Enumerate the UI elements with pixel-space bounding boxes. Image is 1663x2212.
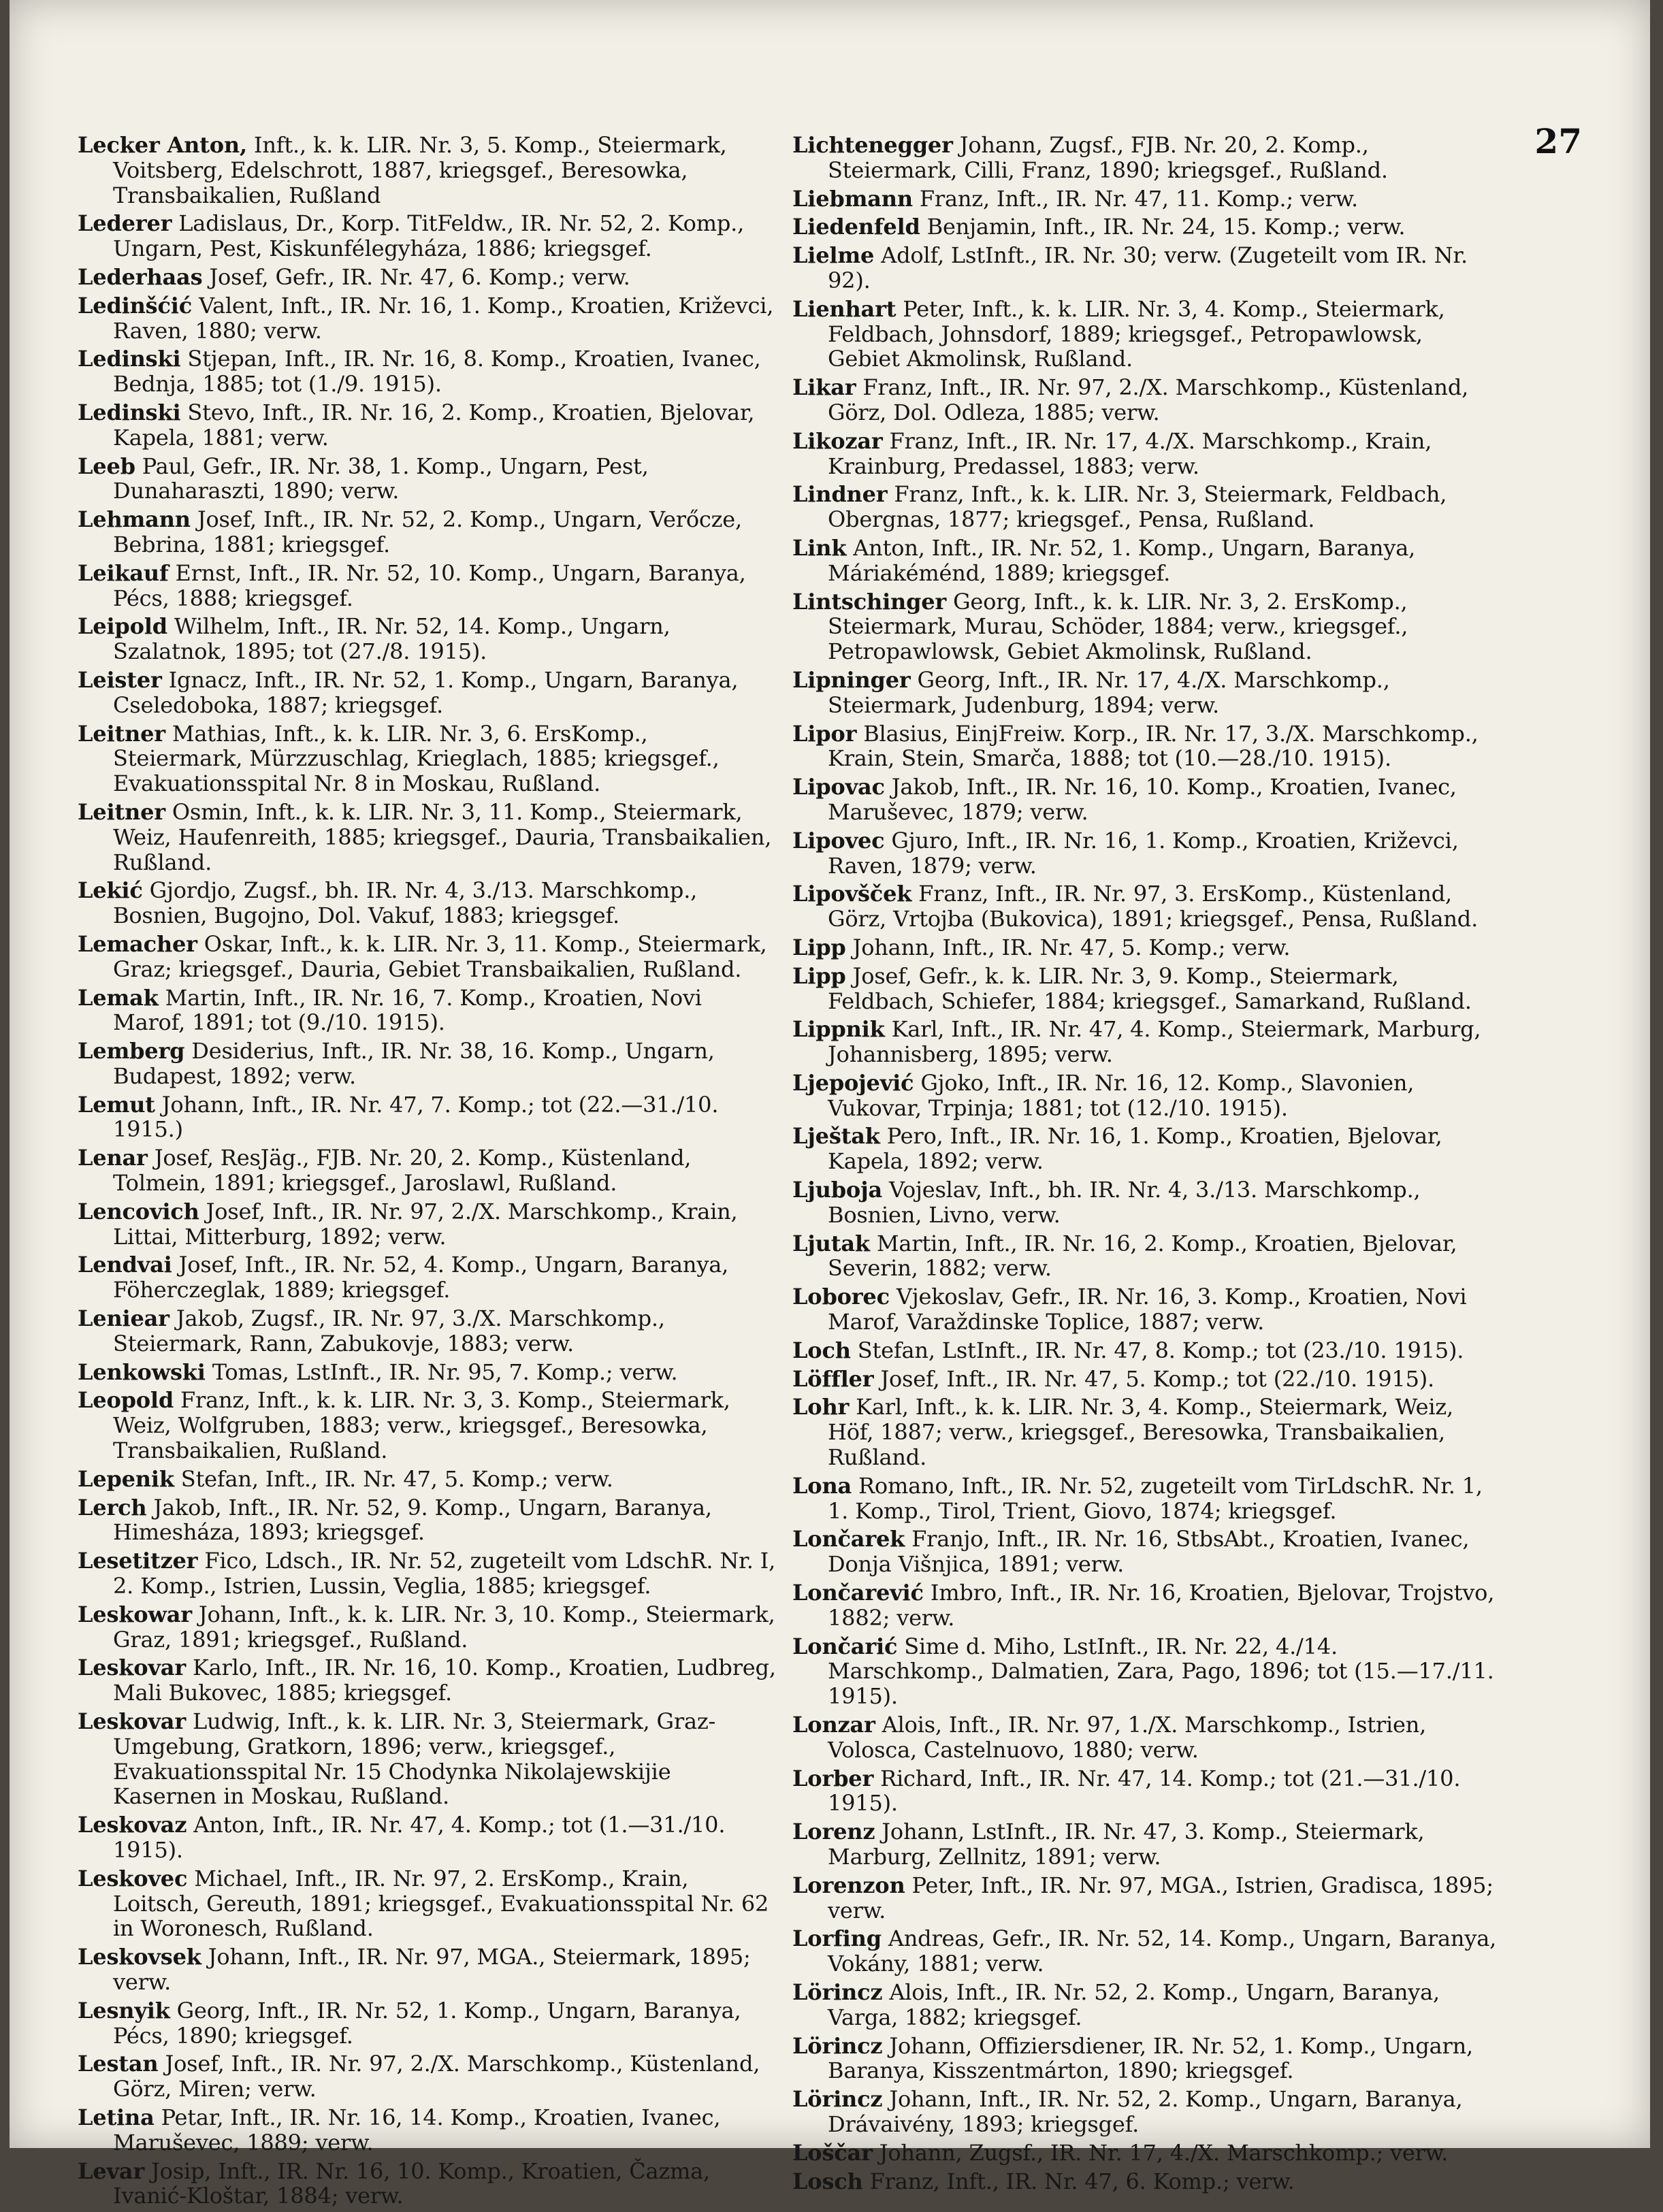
entry-surname: Lörincz [792,2086,883,2113]
entry-details: Tomas, LstInft., IR. Nr. 95, 7. Komp.; verw. [205,1359,678,1385]
entry-details: Josef, Gefr., IR. Nr. 47, 6. Komp.; verw. [202,263,630,290]
entry-details: Richard, Inft., IR. Nr. 47, 14. Komp.; tot (21.—31./10. 1915). [828,1765,1461,1817]
entry-details: Georg, Inft., IR. Nr. 52, 1. Komp., Ungarn, Baranya, Pécs, 1890; kriegsgef. [113,1997,741,2049]
entry-details: Petar, Inft., IR. Nr. 16, 14. Komp., Kroatien, Ivanec, Maruševec, 1889; verw. [113,2104,721,2156]
entry-surname: Lorber [792,1765,874,1791]
entry-details: Michael, Inft., IR. Nr. 97, 2. ErsKomp., Krain, Loitsch, Gereuth, 1891; kriegsgef., Evakuationsspital Nr. 62 in Woronesch, Rußland. [113,1865,769,1942]
list-entry [78,986,779,1036]
list-entry [792,1980,1500,2030]
list-entry [792,775,1500,825]
page-number: 27 [1534,121,1582,161]
entry-surname: Likozar [792,427,883,454]
list-entry [78,211,779,261]
list-entry [78,454,779,504]
list-entry [78,1039,779,1089]
entry-details: Benjamin, Inft., IR. Nr. 24, 15. Komp.; verw. [920,214,1406,240]
list-entry [792,1367,1500,1392]
entry-surname: Letina [78,2104,155,2130]
entry-surname: Lendvai [78,1252,172,1278]
entry-details: Johann, Inft., IR. Nr. 47, 5. Komp.; verw. [845,934,1291,960]
list-entry [78,668,779,718]
list-entry [78,400,779,451]
entry-details: Romano, Inft., IR. Nr. 52, zugeteilt vom TirLdschR. Nr. 1, 1. Komp., Tirol, Trient, Giovo, 1874; kriegsgef. [828,1472,1483,1524]
entry-surname: Loch [792,1337,851,1363]
entry-details: Mathias, Inft., k. k. LIR. Nr. 3, 6. ErsKomp., Steiermark, Mürzzuschlag, Krieglach, 1885; kriegsgef., Evakuationsspital Nr. 8 in Moskau, Rußland. [113,720,720,797]
list-entry [792,1580,1500,1631]
entry-surname: Leniear [78,1305,169,1332]
list-entry [792,1527,1500,1577]
entry-surname: Leeb [78,453,135,479]
entry-details: Osmin, Inft., k. k. LIR. Nr. 3, 11. Komp., Steiermark, Weiz, Haufenreith, 1885; kriegsgef., Dauria, Transbaikalien, Rußland. [113,798,772,875]
entry-details: Martin, Inft., IR. Nr. 16, 7. Komp., Kroatien, Novi Marof, 1891; tot (9./10. 1915). [113,984,702,1036]
list-entry [78,1467,779,1492]
entry-surname: Lindner [792,481,888,508]
list-entry [792,881,1500,932]
entry-details: Johann, Inft., IR. Nr. 97, MGA., Steiermark, 1895; verw. [113,1944,751,1995]
list-entry [78,561,779,611]
entry-details: Anton, Inft., IR. Nr. 47, 4. Komp.; tot (1.—31./10. 1915). [113,1812,726,1863]
entry-details: Johann, Inft., IR. Nr. 47, 7. Komp.; tot (22.—31./10. 1915.) [113,1091,719,1143]
entry-details: Blasius, EinjFreiw. Korp., IR. Nr. 17, 3./X. Marschkomp., Krain, Stein, Smarča, 1888; tot (10.—28./10. 1915). [828,720,1479,772]
entry-surname: Lončarić [792,1633,898,1659]
entry-surname: Lenkowski [78,1359,206,1385]
entry-surname: Ledinšćić [78,292,192,319]
entry-surname: Ledinski [78,399,181,425]
entry-details: Josef, Gefr., k. k. LIR. Nr. 3, 9. Komp., Steiermark, Feldbach, Schiefer, 1884; kriegsgef., Samarkand, Rußland. [828,962,1472,1014]
entry-surname: Liedenfeld [792,214,920,240]
entry-details: Ernst, Inft., IR. Nr. 52, 10. Komp., Ungarn, Baranya, Pécs, 1888; kriegsgef. [113,559,746,611]
entry-details: Stevo, Inft., IR. Nr. 16, 2. Komp., Kroatien, Bjelovar, Kapela, 1881; verw. [113,399,755,451]
list-entry [78,1548,779,1599]
entry-surname: Lipninger [792,666,911,693]
list-entry [78,1709,779,1809]
list-entry [78,2159,779,2209]
entry-surname: Ledinski [78,346,181,372]
entry-details: Stjepan, Inft., IR. Nr. 16, 8. Komp., Kroatien, Ivanec, Bednja, 1885; tot (1./9. 1915). [113,346,761,397]
entry-details: Alois, Inft., IR. Nr. 97, 1./X. Marschkomp., Istrien, Volosca, Castelnuovo, 1880; verw. [828,1712,1427,1763]
entry-details: Stefan, Inft., IR. Nr. 47, 5. Komp.; verw. [174,1465,613,1492]
list-entry [78,1945,779,1995]
list-entry [792,1634,1500,1709]
entry-details: Johann, Inft., k. k. LIR. Nr. 3, 10. Komp., Steiermark, Graz, 1891; kriegsgef., Rußland. [113,1601,775,1653]
entry-details: Valent, Inft., IR. Nr. 16, 1. Komp., Kroatien, Križevci, Raven, 1880; verw. [113,292,774,344]
list-entry [792,1819,1500,1870]
entry-surname: Lipor [792,720,857,747]
list-entry [792,1231,1500,1282]
entry-surname: Likar [792,374,856,401]
list-entry [792,721,1500,772]
entry-details: Desiderius, Inft., IR. Nr. 38, 16. Komp., Ungarn, Budapest, 1892; verw. [113,1038,715,1089]
right-column [792,133,1500,2197]
entry-details: Alois, Inft., IR. Nr. 52, 2. Komp., Ungarn, Baranya, Varga, 1882; kriegsgef. [828,1979,1440,2030]
list-entry [792,668,1500,718]
list-entry [792,2169,1500,2194]
entry-details: Peter, Inft., IR. Nr. 97, MGA., Istrien, Gradisca, 1895; verw. [828,1872,1494,1923]
entry-surname: Lorenzon [792,1872,905,1898]
entry-details: Josef, Inft., IR. Nr. 52, 4. Komp., Ungarn, Baranya, Föherczeglak, 1889; kriegsgef. [113,1252,729,1303]
entry-details: Georg, Inft., k. k. LIR. Nr. 3, 2. ErsKomp., Steiermark, Murau, Schöder, 1884; verw., kriegsgef., Petropawlowsk, Gebiet Akmolinsk, Rußland. [828,588,1408,665]
list-entry [792,1873,1500,1923]
entry-surname: Leskowar [78,1601,192,1627]
entry-surname: Leskovec [78,1865,188,1891]
entry-surname: Lepenik [78,1465,174,1492]
entry-details: Inft., k. k. LIR. Nr. 3, 5. Komp., Steiermark, Voitsberg, Edelschrott, 1887, kriegsgef., Beresowka, Transbaikalien, Rußland [113,132,727,208]
entry-surname: Lederer [78,210,172,237]
list-entry [792,1926,1500,1977]
list-entry [78,346,779,397]
entry-surname: Lerch [78,1494,147,1520]
list-entry [78,721,779,796]
list-entry [792,133,1500,183]
entry-surname: Lencovich [78,1198,199,1224]
entry-details: Pero, Inft., IR. Nr. 16, 1. Komp., Kroatien, Bjelovar, Kapela, 1892; verw. [828,1123,1442,1175]
list-entry [78,800,779,875]
entry-surname: Lesnyik [78,1997,170,2023]
entry-surname: Lohr [792,1394,850,1420]
entry-details: Anton, Inft., IR. Nr. 52, 1. Komp., Ungarn, Baranya, Máriakéménd, 1889; kriegsgef. [828,534,1416,586]
entry-surname: Lemacher [78,930,197,957]
entry-surname: Lipp [792,962,846,989]
entry-surname: Ljepojević [792,1069,914,1096]
entry-details: Paul, Gefr., IR. Nr. 38, 1. Komp., Ungarn, Pest, Dunaharaszti, 1890; verw. [113,453,649,504]
list-entry [792,214,1500,240]
list-entry [78,1145,779,1196]
entry-details: Franz, Inft., k. k. LIR. Nr. 3, Steiermark, Feldbach, Obergnas, 1877; kriegsgef., Pensa, Rußland. [828,481,1447,533]
entry-surname: Lemak [78,984,159,1011]
entry-details: Josef, Inft., IR. Nr. 97, 2./X. Marschkomp., Küstenland, Görz, Miren; verw. [113,2051,760,2102]
list-entry [78,1998,779,2049]
list-entry [792,1284,1500,1335]
entry-surname: Lienhart [792,295,897,322]
entry-details: Franjo, Inft., IR. Nr. 16, StbsAbt., Kroatien, Ivanec, Donja Višnjica, 1891; verw. [828,1526,1470,1578]
entry-surname: Link [792,534,847,561]
entry-surname: Loščar [792,2139,873,2166]
entry-surname: Lekić [78,877,143,904]
list-entry [792,1474,1500,1524]
list-entry [792,243,1500,293]
entry-surname: Ljuboja [792,1177,882,1203]
entry-details: Peter, Inft., k. k. LIR. Nr. 3, 4. Komp., Steiermark, Feldbach, Johnsdorf, 1889; kriegsgef., Petropawlowsk, Gebiet Akmolinsk, Rußland. [828,295,1445,372]
entry-details: Johann, Zugsf., IR. Nr. 17, 4./X. Marschkomp.; verw. [872,2139,1449,2166]
entry-details: Andreas, Gefr., IR. Nr. 52, 14. Komp., Ungarn, Baranya, Vokány, 1881; verw. [828,1925,1497,1977]
entry-details: Ludwig, Inft., k. k. LIR. Nr. 3, Steiermark, Graz-Umgebung, Gratkorn, 1896; verw., kriegsgef., Evakuationsspital Nr. 15 Chodynka Nikolajewskijie Kasernen in Moskau, Rußland. [113,1708,716,1810]
entry-surname: Lörincz [792,1979,883,2005]
entry-surname: Lederhaas [78,263,203,290]
entry-surname: Lielme [792,242,875,269]
entry-surname: Leipold [78,613,167,640]
list-entry [792,429,1500,479]
entry-details: Josef, Inft., IR. Nr. 47, 5. Komp.; tot (22./10. 1915). [873,1365,1435,1392]
list-entry [792,828,1500,879]
entry-details: Josip, Inft., IR. Nr. 16, 10. Komp., Kroatien, Čazma, Ivanić-Kloštar, 1884; verw. [113,2158,711,2209]
entry-surname: Loborec [792,1284,890,1310]
list-entry [78,1495,779,1546]
entry-details: Franz, Inft., IR. Nr. 47, 6. Komp.; verw. [862,2168,1295,2194]
entry-details: Vojeslav, Inft., bh. IR. Nr. 4, 3./13. Marschkomp., Bosnien, Livno, verw. [828,1177,1421,1228]
entry-surname: Leister [78,666,162,693]
entry-details: Ladislaus, Dr., Korp. TitFeldw., IR. Nr. 52, 2. Komp., Ungarn, Pest, Kiskunfélegyháza, 1886; kriegsgef. [113,210,745,262]
entry-details: Josef, Inft., IR. Nr. 97, 2./X. Marschkomp., Krain, Littai, Mitterburg, 1892; verw. [113,1198,738,1250]
entry-surname: Leitner [78,798,165,825]
list-entry [78,1866,779,1941]
entry-surname: Lještak [792,1123,880,1150]
entry-details: Fico, Ldsch., IR. Nr. 52, zugeteilt vom LdschR. Nr. I, 2. Komp., Istrien, Lussin, Veglia, 1885; kriegsgef. [113,1548,776,1599]
entry-details: Jakob, Zugsf., IR. Nr. 97, 3./X. Marschkomp., Steiermark, Rann, Zabukovje, 1883; verw. [113,1305,665,1356]
list-entry [792,935,1500,960]
entry-surname: Lona [792,1472,852,1499]
entry-details: Franz, Inft., IR. Nr. 97, 3. ErsKomp., Küstenland, Görz, Vrtojba (Bukovica), 1891; kriegsgef., Pensa, Rußland. [828,881,1479,932]
entry-surname: Lonzar [792,1712,875,1738]
list-entry [78,293,779,344]
entry-details: Ignacz, Inft., IR. Nr. 52, 1. Komp., Ungarn, Baranya, Cseledoboka, 1887; kriegsgef. [113,666,739,718]
entry-surname: Lippnik [792,1016,885,1043]
list-entry [78,507,779,557]
list-entry [78,133,779,208]
list-entry [792,482,1500,532]
entry-surname: Lörincz [792,2032,883,2059]
list-entry [792,2141,1500,2166]
list-entry [792,1395,1500,1469]
entry-surname: Leskovar [78,1655,186,1681]
entry-details: Gjordjo, Zugsf., bh. IR. Nr. 4, 3./13. Marschkomp., Bosnien, Bugojno, Dol. Vakuf, 1883; kriegsgef. [113,877,698,929]
entry-surname: Lončarević [792,1580,924,1606]
entry-details: Adolf, LstInft., IR. Nr. 30; verw. (Zugeteilt vom IR. Nr. 92). [828,242,1468,293]
entry-surname: Lesetitzer [78,1548,198,1574]
entry-details: Karlo, Inft., IR. Nr. 16, 10. Komp., Kroatien, Ludbreg, Mali Bukovec, 1885; kriegsgef. [113,1655,776,1706]
entry-details: Josef, ResJäg., FJB. Nr. 20, 2. Komp., Küstenland, Tolmein, 1891; kriegsgef., Jaroslawl, Rußland. [113,1145,692,1197]
entry-details: Josef, Inft., IR. Nr. 52, 2. Komp., Ungarn, Verőcze, Bebrina, 1881; kriegsgef. [113,506,742,557]
entry-details: Martin, Inft., IR. Nr. 16, 2. Komp., Kroatien, Bjelovar, Severin, 1882; verw. [828,1230,1457,1282]
entry-surname: Liebmann [792,185,913,212]
entry-surname: Lipovec [792,827,885,853]
left-column [78,133,779,2212]
entry-details: Oskar, Inft., k. k. LIR. Nr. 3, 11. Komp., Steiermark, Graz; kriegsgef., Dauria, Gebiet Transbaikalien, Rußland. [113,930,767,982]
entry-surname: Löffler [792,1365,874,1392]
list-entry [792,1124,1500,1174]
list-entry [78,1360,779,1385]
entry-surname: Lehmann [78,506,191,533]
entry-details: Georg, Inft., IR. Nr. 17, 4./X. Marschkomp., Steiermark, Judenburg, 1894; verw. [828,666,1390,718]
entry-details: Gjoko, Inft., IR. Nr. 16, 12. Komp., Slavonien, Vukovar, Trpinja; 1881; tot (12./10. 1915). [828,1069,1415,1121]
entry-surname: Leitner [78,720,165,747]
list-entry [78,878,779,928]
list-entry [792,1017,1500,1067]
entry-details: Jakob, Inft., IR. Nr. 52, 9. Komp., Ungarn, Baranya, Himesháza, 1893; kriegsgef. [113,1494,712,1546]
list-entry [792,1712,1500,1763]
entry-details: Wilhelm, Inft., IR. Nr. 52, 14. Komp., Ungarn, Szalatnok, 1895; tot (27./8. 1915). [113,613,671,665]
list-entry [792,2034,1500,2084]
entry-surname: Lemut [78,1091,155,1118]
entry-details: Franz, Inft., IR. Nr. 97, 2./X. Marschkomp., Küstenland, Görz, Dol. Odleza, 1885; verw. [828,374,1469,425]
entry-surname: Lorfing [792,1925,882,1952]
list-entry [78,265,779,290]
list-entry [792,375,1500,425]
entry-surname: Lipp [792,934,846,960]
list-entry [792,1071,1500,1121]
list-entry [792,186,1500,212]
entry-details: Franz, Inft., k. k. LIR. Nr. 3, 3. Komp., Steiermark, Weiz, Wolfgruben, 1883; verw., kriegsgef., Beresowka, Transbaikalien, Rußland. [113,1387,730,1464]
entry-details: Franz, Inft., IR. Nr. 47, 11. Komp.; verw. [912,185,1359,212]
list-entry [78,1199,779,1250]
list-entry [78,2105,779,2156]
entry-surname: Leskovaz [78,1812,187,1838]
entry-surname: Lipovšček [792,881,912,907]
entry-details: Johann, LstInft., IR. Nr. 47, 3. Komp., Steiermark, Marburg, Zellnitz, 1891; verw. [828,1819,1425,1870]
entry-surname: Leopold [78,1387,174,1414]
entry-surname: Leskovar [78,1708,186,1735]
list-entry [792,2087,1500,2137]
entry-surname: Leskovsek [78,1944,201,1970]
list-entry [78,932,779,982]
entry-surname: Lončarek [792,1526,905,1552]
entry-details: Imbro, Inft., IR. Nr. 16, Kroatien, Bjelovar, Trojstvo, 1882; verw. [828,1580,1495,1631]
list-entry [78,614,779,664]
list-entry [792,536,1500,586]
entry-details: Johann, Zugsf., FJB. Nr. 20, 2. Komp., Steiermark, Cilli, Franz, 1890; kriegsgef., Rußland. [828,132,1388,183]
list-entry [792,1766,1500,1817]
entry-details: Jakob, Inft., IR. Nr. 16, 10. Komp., Kroatien, Ivanec, Maruševec, 1879; verw. [828,774,1457,825]
entry-surname: Lipovac [792,774,885,800]
entry-details: Franz, Inft., IR. Nr. 17, 4./X. Marschkomp., Krain, Krainburg, Predassel, 1883; verw. [828,427,1432,479]
entry-surname: Lintschinger [792,588,947,615]
entry-details: Karl, Inft., k. k. LIR. Nr. 3, 4. Komp., Steiermark, Weiz, Höf, 1887; verw., kriegsgef., Beresowka, Transbaikalien, Rußland. [828,1394,1453,1471]
list-entry [78,1306,779,1356]
entry-details: Johann, Offiziersdiener, IR. Nr. 52, 1. Komp., Ungarn, Baranya, Kisszentmárton, 1890; kriegsgef. [828,2032,1473,2084]
list-entry [78,1602,779,1653]
entry-surname: Lemberg [78,1038,185,1064]
list-entry [78,1388,779,1463]
entry-surname: Losch [792,2168,863,2194]
document-page [10,0,1650,2209]
list-entry [792,1177,1500,1228]
list-entry [792,1338,1500,1363]
list-entry [78,1092,779,1143]
list-entry [792,589,1500,664]
entry-surname: Lenar [78,1145,148,1171]
list-entry [792,964,1500,1014]
entry-details: Johann, Inft., IR. Nr. 52, 2. Komp., Ungarn, Baranya, Drávaivény, 1893; kriegsgef. [828,2086,1463,2137]
entry-details: Karl, Inft., IR. Nr. 47, 4. Komp., Steiermark, Marburg, Johannisberg, 1895; verw. [828,1016,1481,1068]
entry-surname: Lorenz [792,1819,875,1845]
list-entry [78,1252,779,1303]
list-entry [78,1812,779,1863]
entry-details: Sime d. Miho, LstInft., IR. Nr. 22, 4./14. Marschkomp., Dalmatien, Zara, Pago, 1896; tot (15.—17./11. 1915). [828,1633,1494,1710]
entry-details: Gjuro, Inft., IR. Nr. 16, 1. Komp., Kroatien, Križevci, Raven, 1879; verw. [828,827,1459,879]
list-entry [78,2051,779,2102]
entry-surname: Ljutak [792,1230,870,1256]
list-entry [792,297,1500,372]
entry-surname: Lecker Anton, [78,132,247,158]
entry-surname: Levar [78,2158,145,2184]
list-entry [78,1655,779,1706]
entry-details: Stefan, LstInft., IR. Nr. 47, 8. Komp.; tot (23./10. 1915). [850,1337,1464,1363]
entry-surname: Lichtenegger [792,132,953,158]
entry-surname: Lestan [78,2051,159,2077]
entry-surname: Leikauf [78,559,169,586]
entry-details: Vjekoslav, Gefr., IR. Nr. 16, 3. Komp., Kroatien, Novi Marof, Varaždinske Toplice, 1887; verw. [828,1284,1467,1335]
